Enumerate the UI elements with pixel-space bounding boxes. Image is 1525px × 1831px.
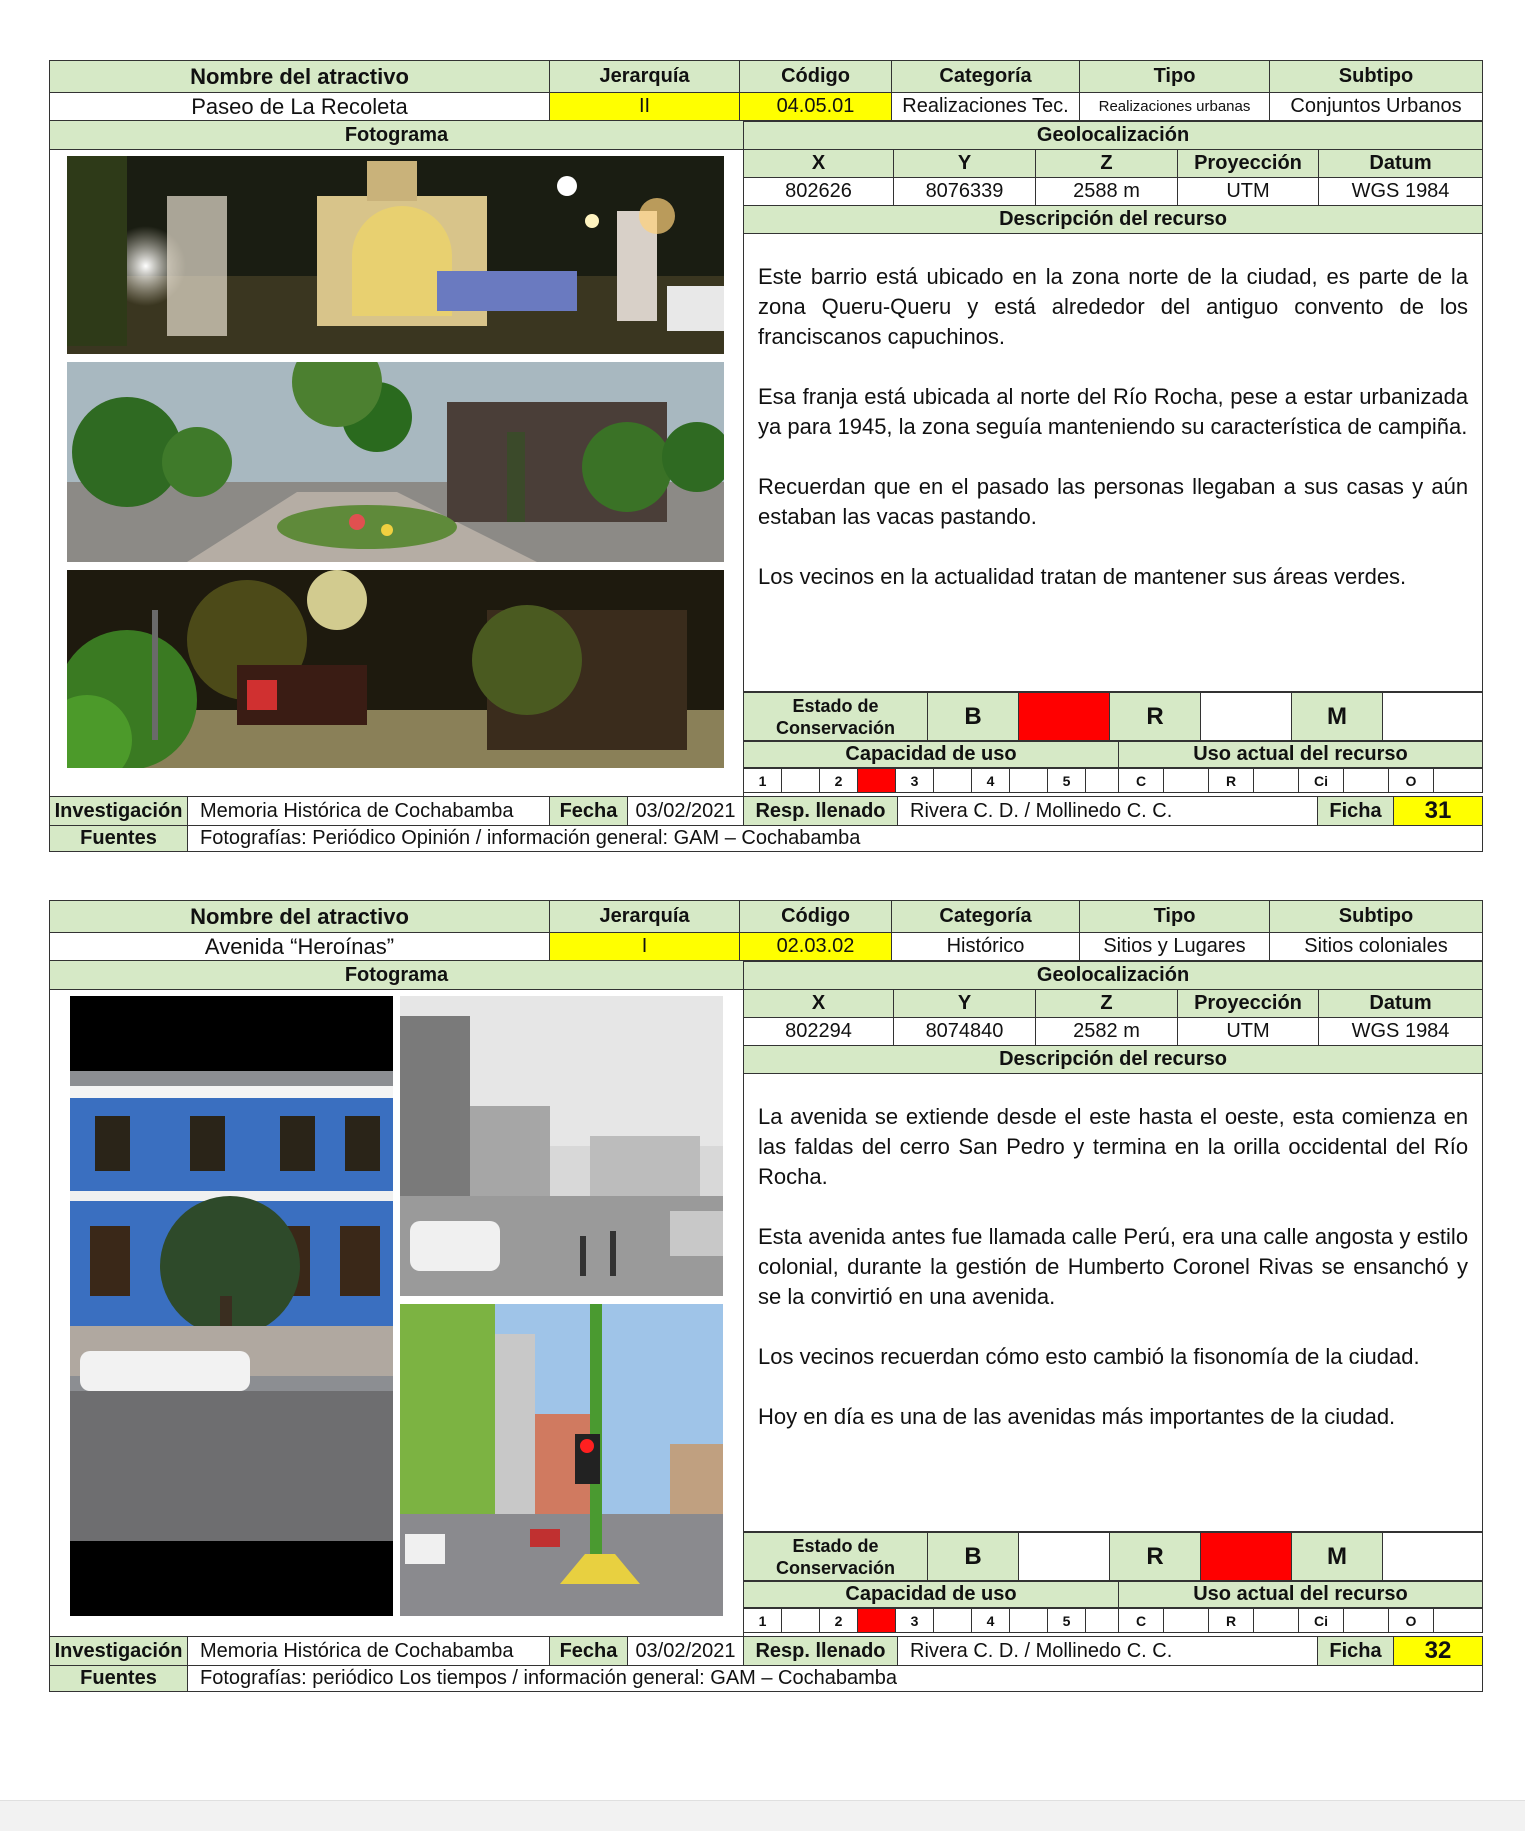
cap-1-label: 1 bbox=[744, 1609, 782, 1633]
header-estado-line1: Estado de bbox=[792, 1535, 879, 1556]
photo-heroinas-historic bbox=[400, 996, 723, 1296]
description-paragraph: Hoy en día es una de las avenidas más importantes de la ciudad. bbox=[758, 1404, 1396, 1429]
header-nombre: Nombre del atractivo bbox=[50, 901, 550, 933]
uso-o-label: O bbox=[1389, 769, 1434, 793]
estado-label-r: R bbox=[1110, 1533, 1201, 1581]
header-y: Y bbox=[894, 990, 1036, 1018]
header-y: Y bbox=[894, 150, 1036, 178]
header-codigo: Código bbox=[740, 61, 892, 93]
cap-2-box bbox=[858, 769, 896, 793]
cap-1-label: 1 bbox=[744, 769, 782, 793]
header-tipo: Tipo bbox=[1080, 61, 1270, 93]
proyeccion-value: UTM bbox=[1178, 178, 1319, 206]
header-fecha: Fecha bbox=[550, 1637, 628, 1666]
estado-mark-b bbox=[1019, 1533, 1110, 1581]
geolocalizacion-table bbox=[743, 961, 1483, 1532]
coord-z-value: 2582 m bbox=[1036, 1018, 1178, 1046]
resp-value: Rivera C. D. / Mollinedo C. C. bbox=[898, 797, 1318, 826]
cap-2-label: 2 bbox=[820, 1609, 858, 1633]
cap-4-label: 4 bbox=[972, 769, 1010, 793]
cap-1-box bbox=[782, 769, 820, 793]
header-investigacion: Investigación bbox=[50, 797, 188, 826]
ficha-table bbox=[49, 60, 1483, 121]
estado-mark-m bbox=[1383, 1533, 1483, 1581]
tipo-value: Sitios y Lugares bbox=[1080, 933, 1270, 961]
ficha-card-32 bbox=[49, 900, 1482, 1692]
ficha-number: 32 bbox=[1394, 1637, 1483, 1666]
proyeccion-value: UTM bbox=[1178, 1018, 1319, 1046]
header-categoria: Categoría bbox=[892, 901, 1080, 933]
investigacion-value: Memoria Histórica de Cochabamba bbox=[188, 1637, 550, 1666]
cap-5-box bbox=[1086, 1609, 1119, 1633]
cap-1-box bbox=[782, 1609, 820, 1633]
capacidad-uso-table bbox=[743, 1581, 1483, 1608]
cap-3-box bbox=[934, 1609, 972, 1633]
page-bottom-bar bbox=[0, 1800, 1525, 1831]
description-paragraph: La avenida se extiende desde el este hasta el oeste, esta comienza en las faldas del cerro San Pedro y termina en la orilla occidental del Río Rocha. bbox=[758, 1104, 1469, 1189]
uso-ci-box bbox=[1344, 1609, 1389, 1633]
codigo-value: 04.05.01 bbox=[740, 93, 892, 121]
fecha-value: 03/02/2021 bbox=[628, 1637, 744, 1666]
description-text bbox=[744, 234, 1483, 692]
uso-o-box bbox=[1434, 769, 1483, 793]
header-ficha: Ficha bbox=[1318, 1637, 1394, 1666]
coord-x-value: 802626 bbox=[744, 178, 894, 206]
header-resp: Resp. llenado bbox=[744, 1637, 898, 1666]
coord-z-value: 2588 m bbox=[1036, 178, 1178, 206]
geolocalizacion-table bbox=[743, 121, 1483, 692]
estado-mark-m bbox=[1383, 693, 1483, 741]
cap-3-label: 3 bbox=[896, 769, 934, 793]
description-paragraph: Los vecinos recuerdan cómo esto cambió la fisonomía de la ciudad. bbox=[758, 1344, 1420, 1369]
header-capacidad: Capacidad de uso bbox=[744, 1582, 1119, 1608]
estado-label-b: B bbox=[928, 693, 1019, 741]
ficha-card-31 bbox=[49, 60, 1482, 852]
header-ficha: Ficha bbox=[1318, 797, 1394, 826]
ficha-number: 31 bbox=[1394, 797, 1483, 826]
description-paragraph: Este barrio está ubicado en la zona norte de la ciudad, es parte de la zona Queru-Queru y está alrededor del antiguo convento de los franciscanos capuchinos. bbox=[758, 264, 1469, 349]
header-estado-line2: Conservación bbox=[775, 717, 896, 738]
header-datum: Datum bbox=[1319, 150, 1483, 178]
fuentes-value: Fotografías: periódico Los tiempos / información general: GAM – Cochabamba bbox=[188, 1666, 1483, 1692]
header-uso-actual: Uso actual del recurso bbox=[1119, 1582, 1483, 1608]
description-paragraph: Esa franja está ubicada al norte del Río Rocha, pese a estar urbanizada ya para 1945, la zona seguía manteniendo su característica de campiña. bbox=[758, 384, 1469, 439]
uso-o-label: O bbox=[1389, 1609, 1434, 1633]
header-z: Z bbox=[1036, 990, 1178, 1018]
header-nombre: Nombre del atractivo bbox=[50, 61, 550, 93]
description-paragraph: Esta avenida antes fue llamada calle Perú, era una calle angosta y estilo colonial, durante la gestión de Humberto Coronel Rivas se ensanchó y se la convirtió en una avenida. bbox=[758, 1224, 1469, 1309]
header-geolocalizacion: Geolocalización bbox=[744, 962, 1483, 990]
header-fotograma: Fotograma bbox=[50, 961, 743, 990]
header-tipo: Tipo bbox=[1080, 901, 1270, 933]
subtipo-value: Conjuntos Urbanos bbox=[1270, 93, 1483, 121]
uso-r-box bbox=[1254, 1609, 1299, 1633]
photo-recoleta-night-street bbox=[67, 570, 724, 768]
header-subtipo: Subtipo bbox=[1270, 61, 1483, 93]
header-geolocalizacion: Geolocalización bbox=[744, 122, 1483, 150]
header-investigacion: Investigación bbox=[50, 1637, 188, 1666]
photo-recoleta-plaza-day bbox=[67, 362, 724, 562]
uso-ci-box bbox=[1344, 769, 1389, 793]
uso-c-label: C bbox=[1119, 1609, 1164, 1633]
cap-5-label: 5 bbox=[1048, 1609, 1086, 1633]
header-z: Z bbox=[1036, 150, 1178, 178]
description-paragraph: Recuerdan que en el pasado las personas llegaban a sus casas y aún estaban las vacas pastando. bbox=[758, 474, 1469, 529]
investigacion-value: Memoria Histórica de Cochabamba bbox=[188, 797, 550, 826]
header-categoria: Categoría bbox=[892, 61, 1080, 93]
estado-mark-r bbox=[1201, 693, 1292, 741]
uso-c-label: C bbox=[1119, 769, 1164, 793]
estado-conservacion-table bbox=[743, 692, 1483, 741]
header-uso-actual: Uso actual del recurso bbox=[1119, 742, 1483, 768]
header-estado bbox=[744, 693, 928, 741]
cap-4-label: 4 bbox=[972, 1609, 1010, 1633]
photo-heroinas-modern bbox=[400, 1304, 723, 1616]
header-jerarquia: Jerarquía bbox=[550, 901, 740, 933]
estado-label-m: M bbox=[1292, 1533, 1383, 1581]
capacidad-values-table bbox=[743, 768, 1483, 793]
categoria-value: Realizaciones Tec. bbox=[892, 93, 1080, 121]
header-estado bbox=[744, 1533, 928, 1581]
cap-3-label: 3 bbox=[896, 1609, 934, 1633]
cap-4-box bbox=[1010, 769, 1048, 793]
estado-label-r: R bbox=[1110, 693, 1201, 741]
capacidad-values-table bbox=[743, 1608, 1483, 1633]
uso-o-box bbox=[1434, 1609, 1483, 1633]
header-fuentes: Fuentes bbox=[50, 1666, 188, 1692]
header-descripcion: Descripción del recurso bbox=[744, 206, 1483, 234]
tipo-value: Realizaciones urbanas bbox=[1080, 93, 1270, 121]
datum-value: WGS 1984 bbox=[1319, 178, 1483, 206]
uso-r-label: R bbox=[1209, 769, 1254, 793]
header-subtipo: Subtipo bbox=[1270, 901, 1483, 933]
header-fuentes: Fuentes bbox=[50, 826, 188, 852]
header-jerarquia: Jerarquía bbox=[550, 61, 740, 93]
jerarquia-value: II bbox=[550, 93, 740, 121]
estado-mark-b bbox=[1019, 693, 1110, 741]
resp-value: Rivera C. D. / Mollinedo C. C. bbox=[898, 1637, 1318, 1666]
header-fecha: Fecha bbox=[550, 797, 628, 826]
footer-table bbox=[49, 1636, 1483, 1692]
coord-y-value: 8074840 bbox=[894, 1018, 1036, 1046]
header-proyeccion: Proyección bbox=[1178, 150, 1319, 178]
subtipo-value: Sitios coloniales bbox=[1270, 933, 1483, 961]
cap-5-box bbox=[1086, 769, 1119, 793]
header-proyeccion: Proyección bbox=[1178, 990, 1319, 1018]
header-fotograma: Fotograma bbox=[50, 121, 743, 150]
attraction-name: Avenida “Heroínas” bbox=[50, 933, 550, 961]
header-x: X bbox=[744, 150, 894, 178]
estado-conservacion-table bbox=[743, 1532, 1483, 1581]
cap-5-label: 5 bbox=[1048, 769, 1086, 793]
description-paragraph: Los vecinos en la actualidad tratan de mantener sus áreas verdes. bbox=[758, 564, 1407, 589]
photo-heroinas-blue-building bbox=[70, 996, 393, 1616]
estado-mark-r bbox=[1201, 1533, 1292, 1581]
jerarquia-value: I bbox=[550, 933, 740, 961]
footer-table bbox=[49, 796, 1483, 852]
estado-label-m: M bbox=[1292, 693, 1383, 741]
header-capacidad: Capacidad de uso bbox=[744, 742, 1119, 768]
uso-ci-label: Ci bbox=[1299, 1609, 1344, 1633]
uso-r-box bbox=[1254, 769, 1299, 793]
header-x: X bbox=[744, 990, 894, 1018]
description-text bbox=[744, 1074, 1483, 1532]
coord-x-value: 802294 bbox=[744, 1018, 894, 1046]
header-resp: Resp. llenado bbox=[744, 797, 898, 826]
capacidad-uso-table bbox=[743, 741, 1483, 768]
uso-c-box bbox=[1164, 1609, 1209, 1633]
header-estado-line2: Conservación bbox=[775, 1557, 896, 1578]
ficha-table bbox=[49, 900, 1483, 961]
categoria-value: Histórico bbox=[892, 933, 1080, 961]
uso-ci-label: Ci bbox=[1299, 769, 1344, 793]
estado-label-b: B bbox=[928, 1533, 1019, 1581]
cap-2-label: 2 bbox=[820, 769, 858, 793]
uso-c-box bbox=[1164, 769, 1209, 793]
attraction-name: Paseo de La Recoleta bbox=[50, 93, 550, 121]
codigo-value: 02.03.02 bbox=[740, 933, 892, 961]
header-codigo: Código bbox=[740, 901, 892, 933]
fuentes-value: Fotografías: Periódico Opinión / información general: GAM – Cochabamba bbox=[188, 826, 1483, 852]
cap-2-box bbox=[858, 1609, 896, 1633]
header-datum: Datum bbox=[1319, 990, 1483, 1018]
coord-y-value: 8076339 bbox=[894, 178, 1036, 206]
fecha-value: 03/02/2021 bbox=[628, 797, 744, 826]
uso-r-label: R bbox=[1209, 1609, 1254, 1633]
photo-recoleta-night-fountain bbox=[67, 156, 724, 354]
datum-value: WGS 1984 bbox=[1319, 1018, 1483, 1046]
cap-4-box bbox=[1010, 1609, 1048, 1633]
cap-3-box bbox=[934, 769, 972, 793]
header-estado-line1: Estado de bbox=[792, 695, 879, 716]
header-descripcion: Descripción del recurso bbox=[744, 1046, 1483, 1074]
